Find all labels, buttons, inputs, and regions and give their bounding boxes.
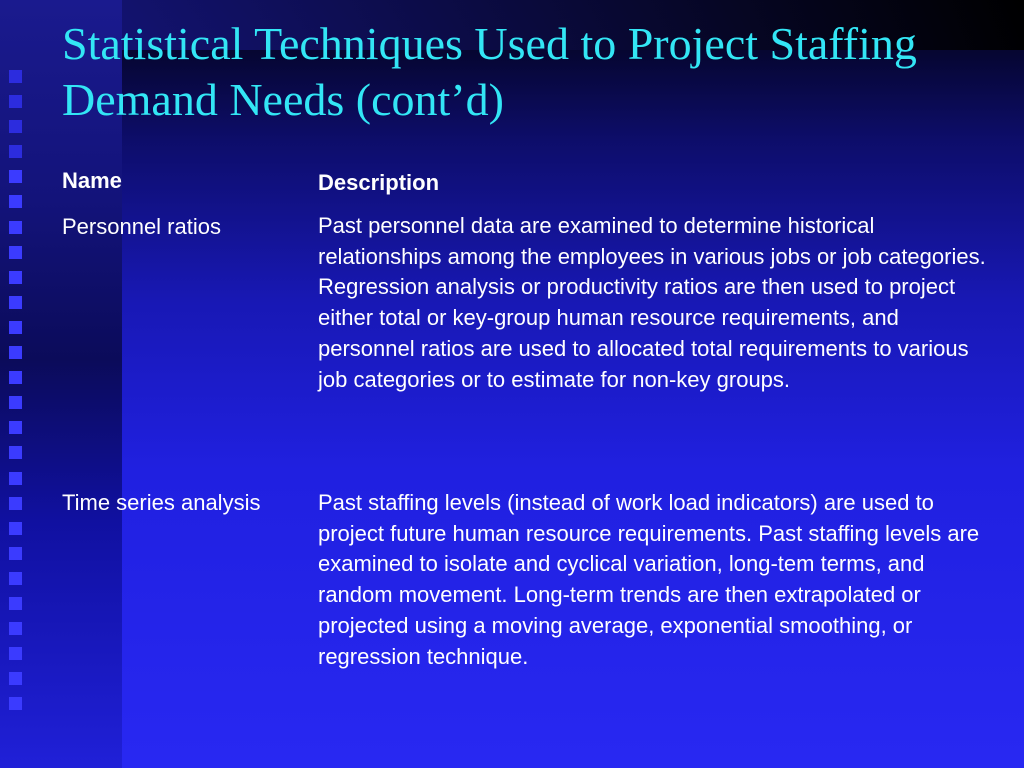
square-decoration <box>9 446 22 459</box>
square-decoration <box>9 622 22 635</box>
row-description-time-series-analysis: Past staffing levels (instead of work load indicators) are used to project future human resource requirements. Past staffing levels are examined to isolate and cyclical variation, long-tem terms, and random movement. Long-term trends are then extrapolated or projected using a moving average, exponential smoothing, or regression technique. <box>318 490 980 669</box>
square-decoration <box>9 246 22 259</box>
row-name-time-series-analysis: Time series analysis <box>62 490 261 515</box>
square-decoration <box>9 371 22 384</box>
square-decoration <box>9 170 22 183</box>
slide-title: Statistical Techniques Used to Project Staffing Demand Needs (cont’d) <box>62 18 917 125</box>
square-decoration <box>9 70 22 83</box>
square-decoration <box>9 672 22 685</box>
row-name-personnel-ratios: Personnel ratios <box>62 214 221 239</box>
square-decoration <box>9 697 22 710</box>
square-decoration <box>9 346 22 359</box>
column-header-name: Name <box>62 168 122 193</box>
square-decoration <box>9 421 22 434</box>
square-decoration <box>9 472 22 485</box>
square-decoration <box>9 95 22 108</box>
square-decoration <box>9 597 22 610</box>
square-decoration <box>9 321 22 334</box>
square-decoration <box>9 572 22 585</box>
square-decoration <box>9 271 22 284</box>
square-decoration <box>9 647 22 660</box>
square-decoration <box>9 296 22 309</box>
square-decoration <box>9 396 22 409</box>
square-decoration <box>9 120 22 133</box>
square-pattern <box>9 70 25 722</box>
square-decoration <box>9 522 22 535</box>
square-decoration <box>9 195 22 208</box>
square-decoration <box>9 497 22 510</box>
column-header-description: Description <box>318 170 440 195</box>
row-description-personnel-ratios: Past personnel data are examined to determine historical relationships among the employees in various jobs or job categories. Regression analysis or productivity ratios are then used to project either total or key-group human resource requirements, and personnel ratios are used to allocated total requirements to various job categories or to estimate for non-key groups. <box>318 213 986 392</box>
square-decoration <box>9 221 22 234</box>
square-decoration <box>9 547 22 560</box>
square-decoration <box>9 145 22 158</box>
